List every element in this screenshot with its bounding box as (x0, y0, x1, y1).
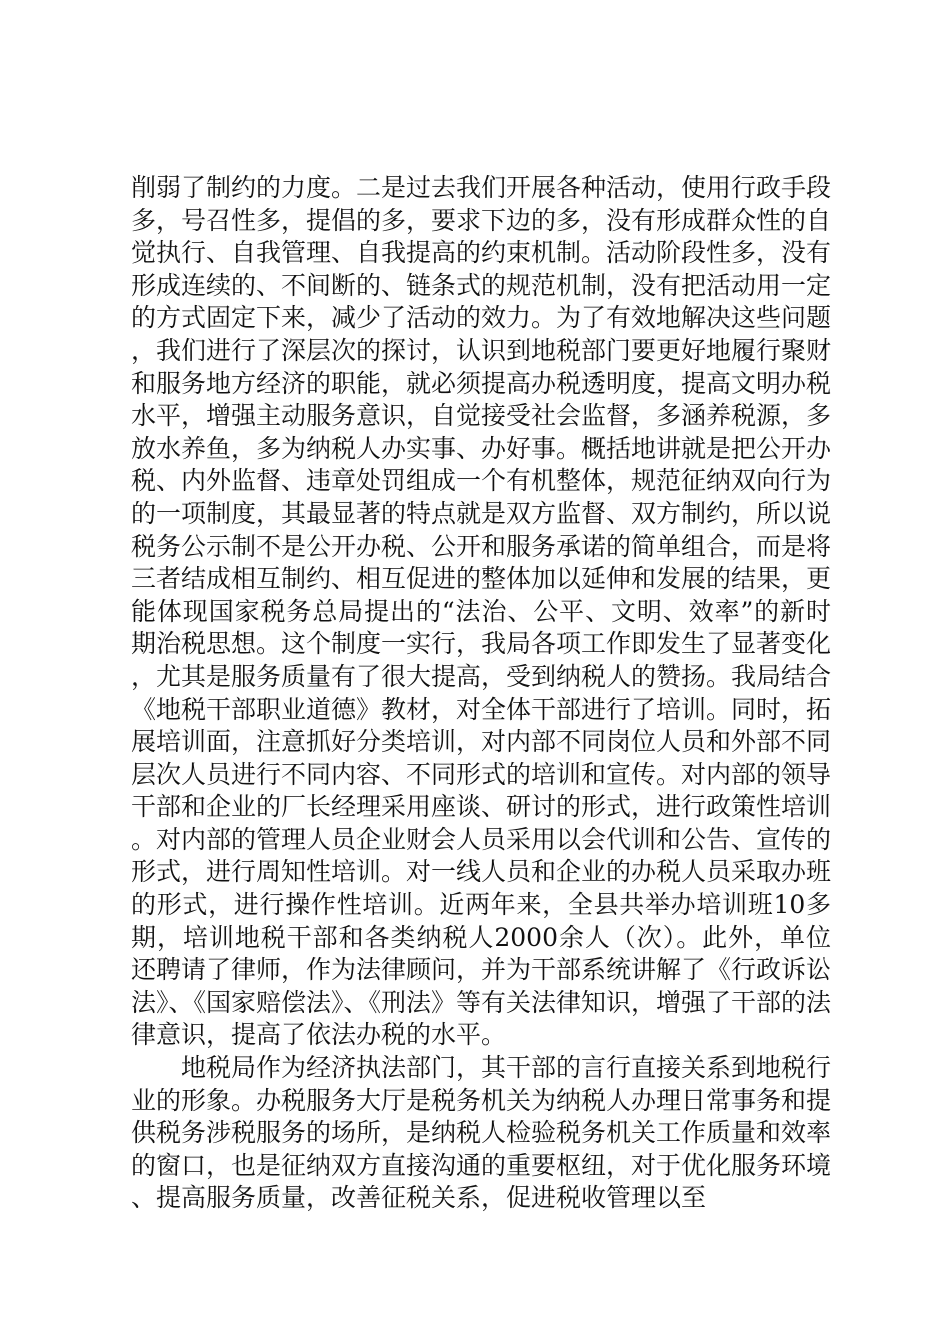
document-body (131, 172, 831, 1215)
paragraph-2: 地税局作为经济执法部门，其干部的言行直接关系到地税行业的形象。办税服务大厅是税务机关为纳税人办理日常事务和提供税务涉税服务的场所，是纳税人检验税务机关工作质量和效率的窗口，也是征纳双方直接沟通的重要枢纽，对于优化服务环境、提高服务质量，改善征税关系，促进税收管理以至 (131, 1053, 832, 1213)
paragraph-1: 削弱了制约的力度。二是过去我们开展各种活动，使用行政手段多，号召性多，提倡的多，要求下边的多，没有形成群众性的自觉执行、自我管理、自我提高的约束机制。活动阶段性多，没有形成连续的、不间断的、链条式的规范机制，没有把活动用一定的方式固定下来，减少了活动的效力。为了有效地解决这些问题，我们进行了深层次的探讨，认识到地税部门要更好地履行聚财和服务地方经济的职能，就必须提高办税透明度，提高文明办税水平，增强主动服务意识，自觉接受社会监督，多涵养税源，多放水养鱼，多为纳税人办实事、办好事。概括地讲就是把公开办税、内外监督、违章处罚组成一个有机整体，规范征纳双向行为的一项制度，其最显著的特点就是双方监督、双方制约，所以说税务公示制不是公开办税、公开和服务承诺的简单组合，而是将三者结成相互制约、相互促进的整体加以延伸和发展的结果，更能体现国家税务总局提出的“法治、公平、文明、效率”的新时期治税思想。这个制度一实行，我局各项工作即发生了显著变化，尤其是服务质量有了很大提高，受到纳税人的赞扬。我局结合《地税干部职业道德》教材，对全体干部进行了培训。同时，拓展培训面，注意抓好分类培训，对内部不同岗位人员和外部不同层次人员进行不同内容、不同形式的培训和宣传。对内部的领导干部和企业的厂长经理采用座谈、研讨的形式，进行政策性培训。对内部的管理人员企业财会人员采用以会代训和公告、宣传的形式，进行周知性培训。对一线人员和企业的办税人员采取办班的形式，进行操作性培训。近两年来，全县共举办培训班10多期，培训地税干部和各类纳税人2000余人（次）。此外，单位还聘请了律师，作为法律顾问，并为干部系统讲解了《行政诉讼法》、《国家赔偿法》、《刑法》等有关法律知识，增强了干部的法律意识，提高了依法办税的水平。 (131, 173, 832, 1050)
